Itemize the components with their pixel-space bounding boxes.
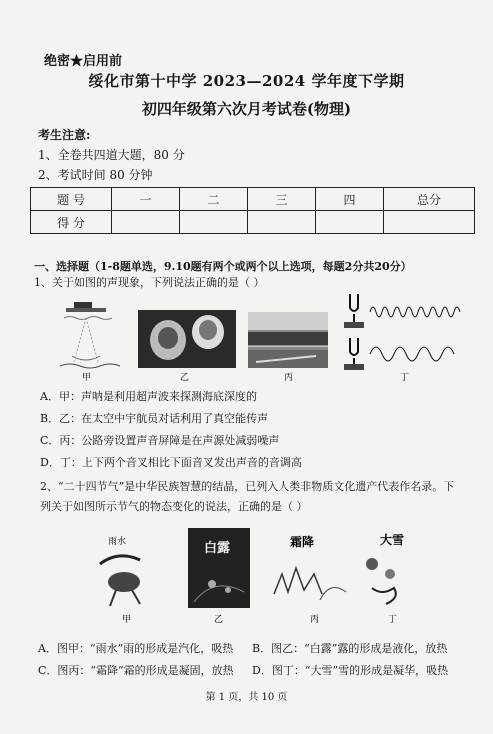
- page-number: 第 1 页，共 10 页: [205, 692, 288, 703]
- score-input-cell[interactable]: [316, 211, 384, 234]
- q1-option-d[interactable]: D．丁：上下两个音叉相比下面音叉发出声音的音调高: [40, 456, 302, 469]
- score-cell: 得 分: [31, 211, 112, 234]
- q2-caption-ding: 丁: [388, 615, 398, 625]
- score-cell: 四: [316, 188, 384, 211]
- score-cell: 三: [248, 188, 316, 211]
- q2-caption-jia: 甲: [122, 615, 132, 625]
- q2-img-text-bailu: 白露: [204, 541, 231, 556]
- score-cell: 一: [112, 188, 180, 211]
- q2-stem-line2: 列关于如图所示节气的物态变化的说法，正确的是（ ）: [40, 500, 308, 513]
- rain-water-image: [100, 535, 140, 606]
- q2-img-text-yushui: 雨水: [108, 537, 127, 547]
- q2-option-d[interactable]: D．图丁：“大雪”雪的形成是凝华，吸热: [252, 664, 449, 677]
- score-cell: 总分: [384, 188, 475, 211]
- exam-title-line2: 初四年级第六次月考试卷(物理): [141, 100, 352, 118]
- score-input-cell[interactable]: [180, 211, 248, 234]
- q1-option-c[interactable]: C．丙：公路旁设置声音屏障是在声源处减弱噪声: [40, 434, 280, 447]
- astronaut-image: [138, 310, 236, 368]
- q2-caption-yi: 乙: [214, 615, 224, 625]
- q2-img-text-shuangjiang: 霜降: [290, 535, 315, 549]
- q2-caption-bing: 丙: [310, 615, 320, 625]
- white-dew-image: [188, 528, 250, 608]
- frost-descent-image: [274, 534, 346, 600]
- q2-option-c[interactable]: C．图丙：“霜降”霜的形成是凝固，放热: [38, 664, 234, 677]
- q1-caption-jia: 甲: [82, 373, 92, 383]
- q1-figure: [60, 292, 465, 384]
- section1-heading: 一、选择题（1-8题单选，9.10题有两个或两个以上选项，每题2分共20分）: [34, 260, 412, 273]
- q1-option-b[interactable]: B．乙：在太空中宇航员对话利用了真空能传声: [40, 412, 269, 425]
- q1-caption-bing: 丙: [284, 373, 294, 383]
- score-input-cell[interactable]: [112, 211, 180, 234]
- heavy-snow-image: [366, 532, 404, 604]
- q1-stem: 1、关于如图的声现象，下列说法正确的是（ ）: [34, 276, 265, 289]
- q2-figure: [90, 524, 435, 628]
- score-cell: 二: [180, 188, 248, 211]
- notice-heading: 考生注意:: [38, 128, 91, 142]
- score-cell: 题 号: [31, 188, 112, 211]
- notice-item-2: 2、考试时间 80 分钟: [38, 168, 153, 182]
- score-table-header-row: [31, 188, 475, 211]
- score-table: [30, 187, 475, 234]
- q2-img-text-daxue: 大雪: [380, 533, 405, 547]
- secret-label: 绝密★启用前: [44, 54, 123, 69]
- q1-option-a[interactable]: A．甲：声呐是利用超声波来探测海底深度的: [40, 390, 257, 403]
- q2-stem-line1: 2、“二十四节气”是中华民族智慧的结晶，已列入人类非物质文化遗产代表作名录。下: [40, 480, 455, 493]
- noise-barrier-image: [248, 312, 328, 368]
- q1-caption-ding: 丁: [400, 373, 410, 383]
- q1-caption-yi: 乙: [180, 373, 190, 383]
- score-table-score-row: [31, 211, 475, 234]
- exam-title-line1: 绥化市第十中学 2023—2024 学年度下学期: [88, 72, 405, 90]
- q2-option-a[interactable]: A．图甲：“雨水”雨的形成是汽化，吸热: [38, 642, 234, 655]
- notice-item-1: 1、全卷共四道大题，80 分: [38, 148, 185, 162]
- sonar-ship-image: [60, 302, 120, 368]
- score-input-cell[interactable]: [384, 211, 475, 234]
- tuning-fork-waves-image: [344, 294, 460, 370]
- q2-option-b[interactable]: B．图乙：“白露”露的形成是液化，放热: [252, 642, 448, 655]
- score-input-cell[interactable]: [248, 211, 316, 234]
